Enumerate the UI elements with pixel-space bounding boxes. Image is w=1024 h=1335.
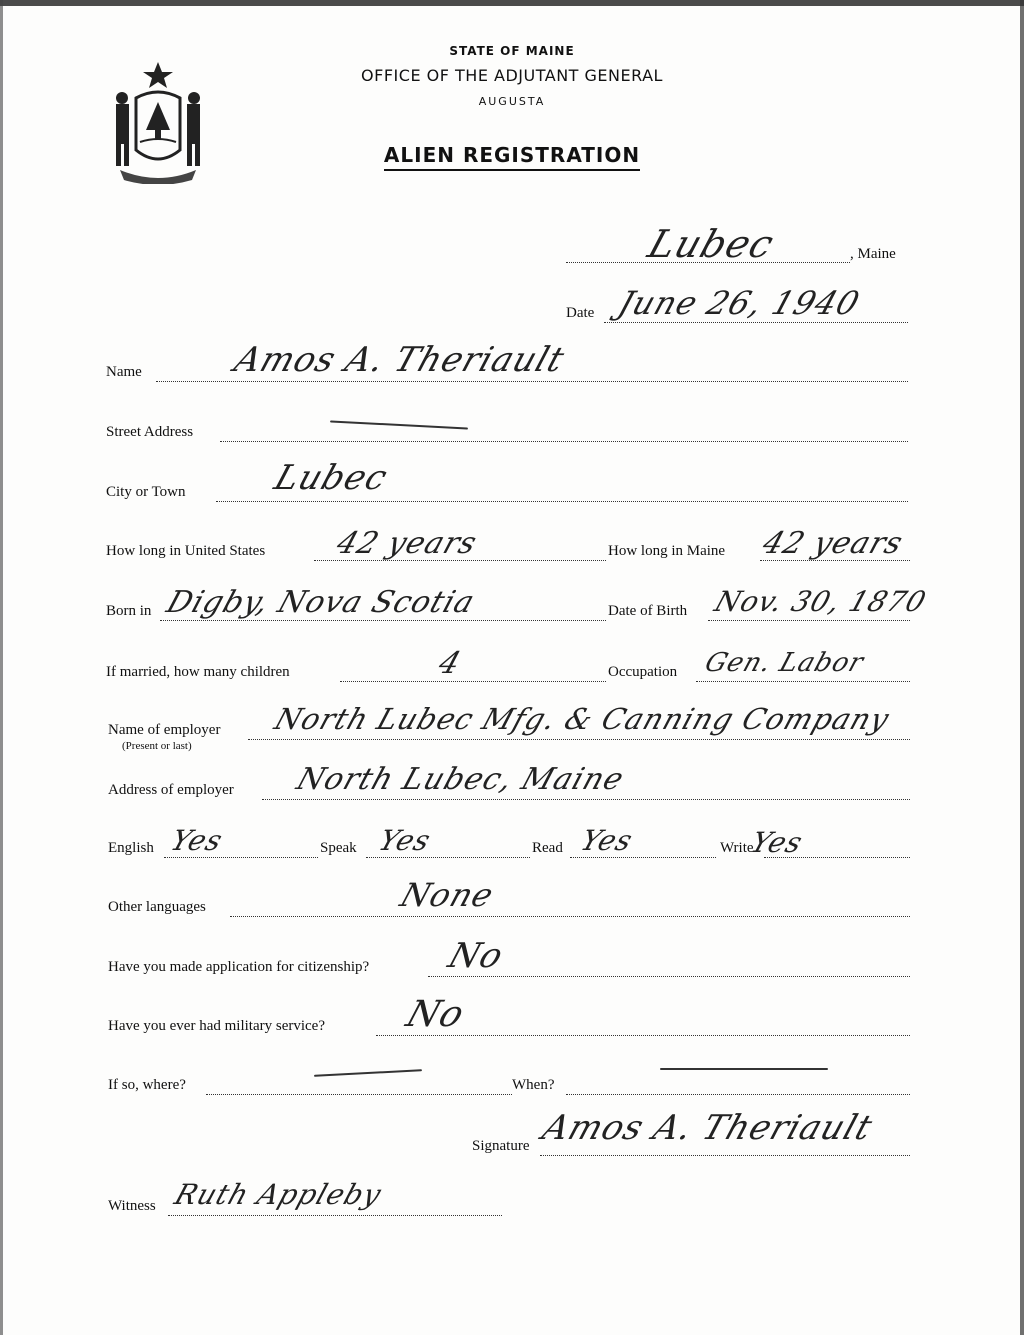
date-value: June 26, 1940 [613,284,865,322]
header-office: OFFICE OF THE ADJUTANT GENERAL [361,66,663,85]
other-languages-label: Other languages [108,899,206,915]
employer-value: North Lubec Mfg. & Canning Company [270,702,894,736]
name-value: Amos A. Theriault [229,340,570,380]
name-line [156,381,908,382]
born-in-line [160,620,606,621]
maine-years-value: 42 years [758,526,908,561]
read-line [570,857,716,858]
form-title-text: ALIEN REGISTRATION [384,143,640,171]
date-line [604,322,908,323]
street-dash [330,420,468,429]
citizenship-line [428,976,910,977]
signature-label: Signature [472,1138,530,1154]
other-languages-line [230,916,910,917]
citizenship-value: No [443,936,509,976]
date-label: Date [566,305,595,321]
scan-edge-left [0,0,3,1335]
when-line [566,1094,910,1095]
town-value: Lubec [642,222,780,266]
where-line [206,1094,512,1095]
witness-value: Ruth Appleby [170,1178,387,1211]
dob-value: Nov. 30, 1870 [710,585,931,618]
read-value: Yes [576,824,638,857]
english-line [164,857,318,858]
witness-label: Witness [108,1198,156,1214]
header-city: AUGUSTA [478,95,546,108]
speak-line [366,857,530,858]
military-line [376,1035,910,1036]
children-value: 4 [434,646,466,681]
employer-address-value: North Lubec, Maine [292,762,629,797]
when-dash [660,1068,828,1070]
city-label: City or Town [106,484,186,500]
born-in-label: Born in [106,603,152,619]
us-years-value: 42 years [332,526,482,561]
children-label: If married, how many children [106,664,290,680]
scan-edge-right [1020,0,1024,1335]
english-value: Yes [166,824,228,857]
employer-address-line [262,799,910,800]
write-value: Yes [746,826,808,859]
occupation-value: Gen. Labor [701,648,868,678]
employer-address-label: Address of employer [108,782,234,798]
children-line [340,681,606,682]
header-state: STATE OF MAINE [449,44,575,58]
other-languages-value: None [395,876,499,914]
military-value: No [401,994,470,1035]
us-years-label: How long in United States [106,543,266,559]
maine-label: , Maine [850,246,896,262]
born-in-value: Digby, Nova Scotia [162,585,480,620]
dob-label: Date of Birth [608,603,688,619]
employer-note: (Present or last) [122,740,192,752]
signature-line [540,1155,910,1156]
street-line [220,441,908,442]
speak-value: Yes [374,824,436,857]
street-label: Street Address [106,424,194,440]
signature-value: Amos A. Theriault [537,1108,878,1148]
witness-line [168,1215,502,1216]
form-title [0,143,1024,167]
city-line [216,501,908,502]
write-label: Write [720,840,754,856]
employer-label: Name of employer [108,722,221,738]
where-label: If so, where? [108,1077,186,1093]
citizenship-label: Have you made application for citizenship? [108,959,370,975]
where-dash [314,1069,422,1077]
occupation-line [696,681,910,682]
dob-line [708,620,910,621]
speak-label: Speak [320,840,357,856]
english-label: English [108,840,154,856]
employer-line [248,739,910,740]
name-label: Name [106,364,142,380]
city-value: Lubec [269,458,393,498]
occupation-label: Occupation [608,664,678,680]
read-label: Read [532,840,563,856]
military-label: Have you ever had military service? [108,1018,325,1034]
maine-years-label: How long in Maine [608,543,726,559]
scan-edge-top [0,0,1024,6]
when-label: When? [512,1077,555,1093]
